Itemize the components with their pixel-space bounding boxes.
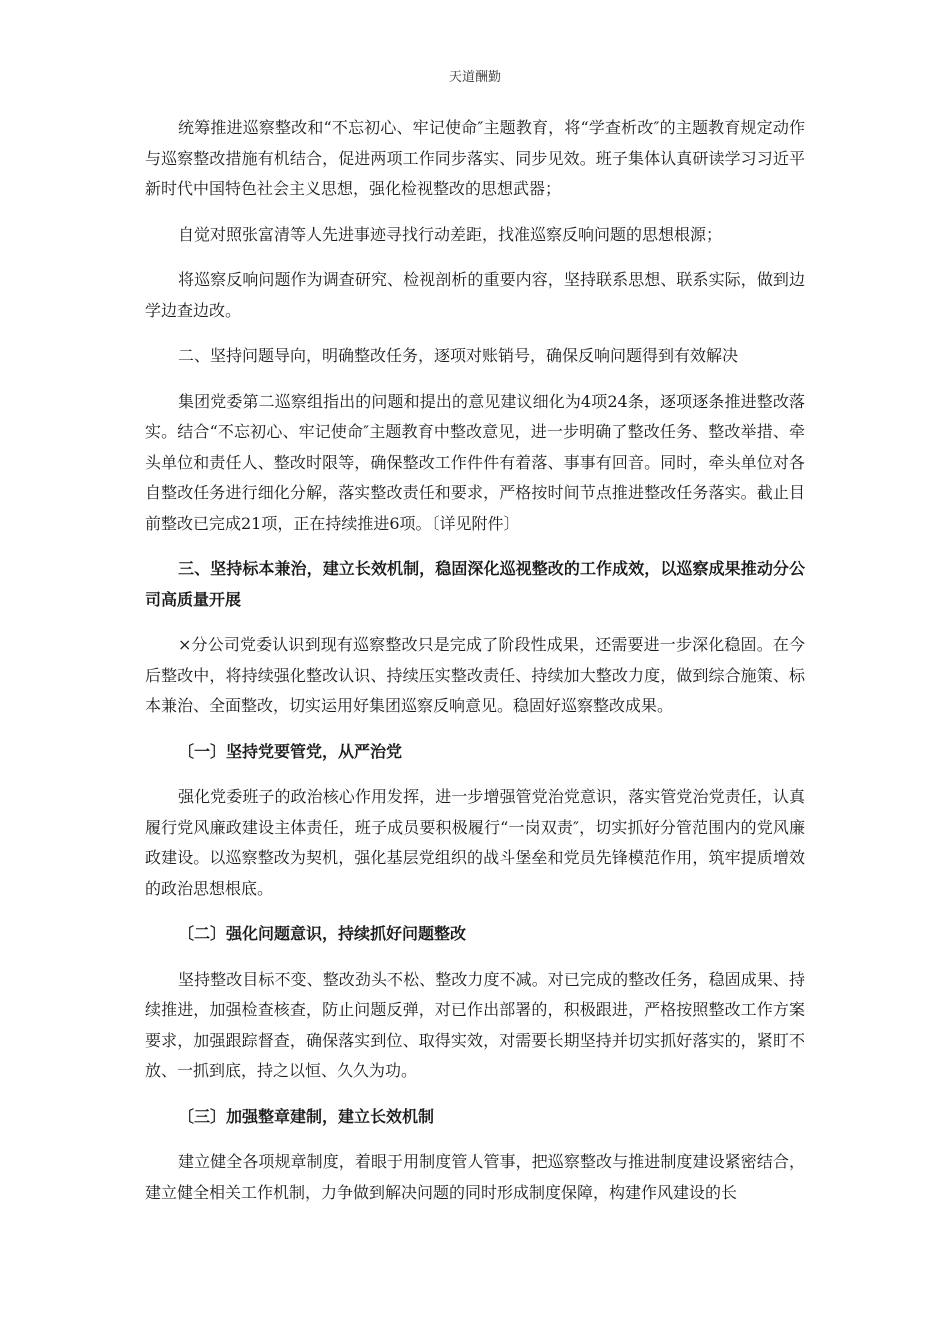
- paragraph: 建立健全各项规章制度，着眼于用制度管人管事，把巡察整改与推进制度建设紧密结合，建立健全相关工作机制，力争做到解决问题的同时形成制度保障，构建作风建设的长: [145, 1152, 805, 1202]
- document-body: [145, 113, 805, 1223]
- sub-heading: 〔一〕坚持党要管党，从严治党: [178, 741, 403, 761]
- paragraph: 将巡察反响问题作为调查研究、检视剖析的重要内容，坚持联系思想、联系实际，做到边学边查边改。: [145, 270, 805, 320]
- page-header: 天道酬勤: [448, 70, 501, 85]
- paragraph: 坚持整改目标不变、整改劲头不松、整改力度不减。对已完成的整改任务，稳固成果、持续推进，加强检查核查，防止问题反弹，对已作出部署的，积极跟进，严格按照整改工作方案要求，加强跟踪督查，确保落实到位、取得实效，对需要长期坚持并切实抓好落实的，紧盯不放、一抓到底，持之以恒、久久为功。: [145, 969, 805, 1080]
- paragraph: 统筹推进巡察整改和“不忘初心、牢记使命″主题教育，将“学查析改″的主题教育规定动作与巡察整改措施有机结合，促进两项工作同步落实、同步见效。班子集体认真研读学习习近平新时代中国特色社会主义思想，强化检视整改的思想武器；: [145, 118, 805, 198]
- sub-heading: 〔二〕强化问题意识，持续抓好问题整改: [178, 924, 467, 943]
- paragraph: 自觉对照张富清等人先进事迹寻找行动差距，找准巡察反响问题的思想根源；: [178, 224, 723, 244]
- paragraph: ×分公司党委认识到现有巡察整改只是完成了阶段性成果，还需要进一步深化稳固。在今后整改中，将持续强化整改认识、持续压实整改责任、持续加大整改力度，做到综合施策、标本兼治、全面整改，切实运用好集团巡察反响意见。稳固好巡察整改成果。: [145, 635, 805, 715]
- sub-heading: 〔三〕加强整章建制，建立长效机制: [178, 1106, 435, 1126]
- paragraph: 集团党委第二巡察组指出的问题和提出的意见建议细化为4项24条，逐项逐条推进整改落实。结合“不忘初心、牢记使命″主题教育中整改意见，进一步明确了整改任务、整改举措、牵头单位和责任人、整改时限等，确保整改工作件件有着落、事事有回音。同时，牵头单位对各自整改任务进行细化分解，落实整改责任和要求，严格按时间节点推进整改任务落实。截止目前整改已完成21项，正在持续推进6项。〔详见附件〕: [145, 391, 805, 533]
- section-heading: 二、坚持问题导向，明确整改任务，逐项对账销号，确保反响问题得到有效解决: [178, 346, 739, 365]
- section-heading: 三、坚持标本兼治，建立长效机制，稳固深化巡视整改的工作成效，以巡察成果推动分公司高质量开展: [145, 559, 805, 609]
- paragraph: 强化党委班子的政治核心作用发挥，进一步增强管党治党意识，落实管党治党责任，认真履行党风廉政建设主体责任，班子成员要积极履行“一岗双责″，切实抓好分管范围内的党风廉政建设。以巡察整改为契机，强化基层党组织的战斗堡垒和党员先锋模范作用，筑牢提质增效的政治思想根底。: [145, 787, 805, 898]
